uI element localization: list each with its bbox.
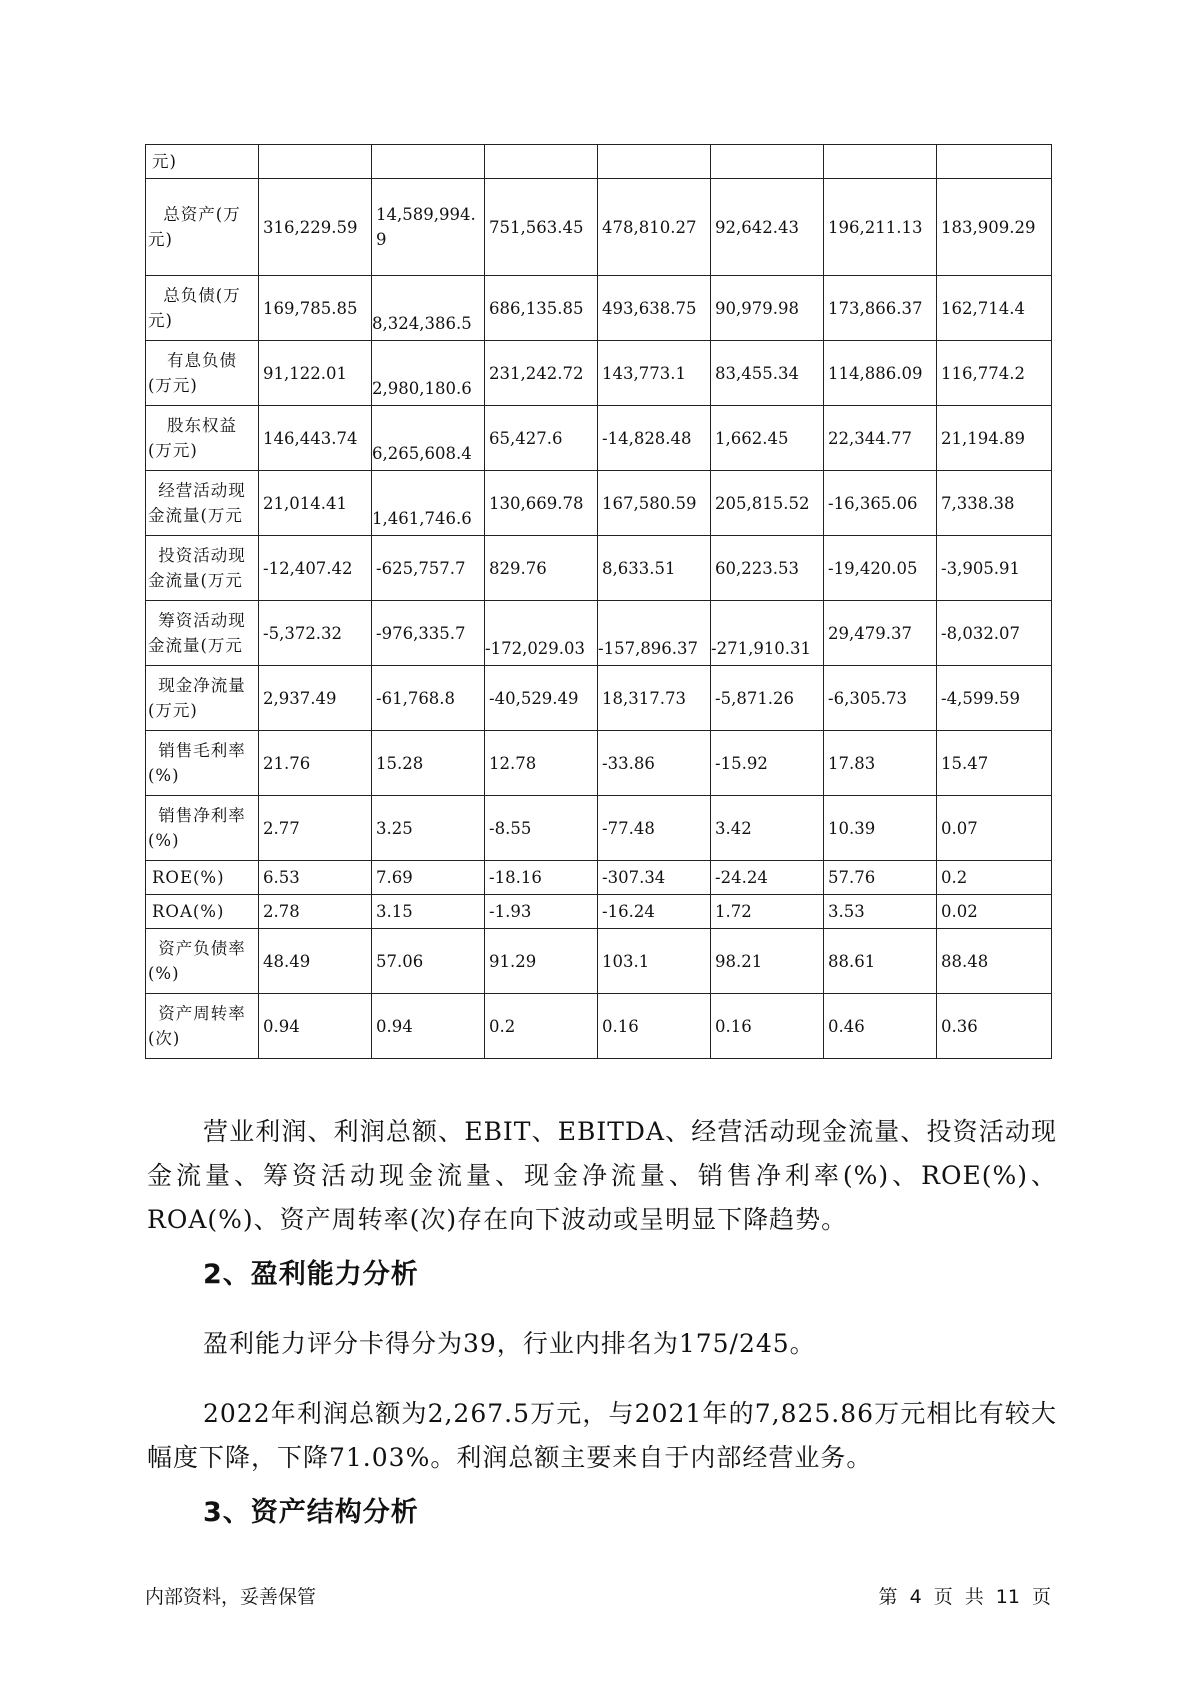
table-cell: -61,768.8 — [372, 666, 485, 731]
table-cell: -40,529.49 — [485, 666, 598, 731]
row-label-line: 销售毛利率 — [158, 741, 246, 760]
table-row — [146, 179, 1052, 276]
table-cell: 12.78 — [485, 731, 598, 796]
table-cell: 169,785.85 — [259, 276, 372, 341]
table-cell: 88.48 — [937, 929, 1052, 994]
table-row — [146, 994, 1052, 1059]
table-cell: 0.2 — [485, 994, 598, 1059]
table-cell: 686,135.85 — [485, 276, 598, 341]
table-cell: -5,871.26 — [711, 666, 824, 731]
table-cell: 162,714.4 — [937, 276, 1052, 341]
table-cell: 83,455.34 — [711, 341, 824, 406]
row-label — [146, 895, 259, 929]
table-cell — [485, 145, 598, 179]
table-row — [146, 895, 1052, 929]
table-cell: -6,305.73 — [824, 666, 937, 731]
row-label-line: 元) — [148, 311, 173, 330]
table-row — [146, 145, 1052, 179]
table-cell: 196,211.13 — [824, 179, 937, 276]
table-cell: 1.72 — [711, 895, 824, 929]
table-cell: 8,324,386.5 — [372, 276, 485, 341]
row-label-line: 股东权益 — [167, 416, 237, 435]
section-heading-profitability: 2、盈利能力分析 — [203, 1259, 419, 1290]
table-cell: -271,910.31 — [711, 601, 824, 666]
row-label — [146, 861, 259, 895]
financial-table — [145, 144, 1052, 1059]
table-cell: 88.61 — [824, 929, 937, 994]
table-cell: 231,242.72 — [485, 341, 598, 406]
table-cell: -19,420.05 — [824, 536, 937, 601]
table-cell: 0.94 — [372, 994, 485, 1059]
table-cell: 8,633.51 — [598, 536, 711, 601]
table-cell: -12,407.42 — [259, 536, 372, 601]
table-cell — [711, 145, 824, 179]
table-cell: 493,638.75 — [598, 276, 711, 341]
table-row — [146, 731, 1052, 796]
table-cell: 829.76 — [485, 536, 598, 601]
table-row — [146, 861, 1052, 895]
row-label-line: (万元) — [148, 441, 198, 460]
table-cell: 0.02 — [937, 895, 1052, 929]
row-label-line: 元) — [152, 152, 177, 171]
row-label-line: 元) — [148, 230, 173, 249]
table-cell: 21,194.89 — [937, 406, 1052, 471]
table-cell: 48.49 — [259, 929, 372, 994]
row-label-line: 总负债(万 — [163, 286, 241, 305]
table-cell: 0.94 — [259, 994, 372, 1059]
row-label-line: 现金净流量 — [158, 676, 246, 695]
table-cell: -976,335.7 — [372, 601, 485, 666]
row-label — [146, 471, 259, 536]
row-label-line: 资产负债率 — [158, 939, 246, 958]
table-cell: 6.53 — [259, 861, 372, 895]
table-cell: -157,896.37 — [598, 601, 711, 666]
table-cell: 57.76 — [824, 861, 937, 895]
table-body — [146, 145, 1052, 1059]
row-label-line: (%) — [148, 831, 180, 850]
row-label-line: (%) — [148, 766, 180, 785]
row-label — [146, 929, 259, 994]
row-label-line: 金流量(万元 — [148, 636, 243, 655]
table-cell: 183,909.29 — [937, 179, 1052, 276]
table-cell: 751,563.45 — [485, 179, 598, 276]
table-cell — [598, 145, 711, 179]
row-label-line: (万元) — [148, 701, 198, 720]
table-row — [146, 276, 1052, 341]
row-label — [146, 406, 259, 471]
table-cell: -5,372.32 — [259, 601, 372, 666]
row-label — [146, 536, 259, 601]
row-label-line: 经营活动现 — [158, 481, 246, 500]
row-label — [146, 796, 259, 861]
table-cell: 0.46 — [824, 994, 937, 1059]
table-cell: 90,979.98 — [711, 276, 824, 341]
table-cell: -16,365.06 — [824, 471, 937, 536]
row-label-line: (万元) — [148, 376, 198, 395]
table-cell: 478,810.27 — [598, 179, 711, 276]
table-cell: -8,032.07 — [937, 601, 1052, 666]
table-cell: -18.16 — [485, 861, 598, 895]
table-cell — [937, 145, 1052, 179]
row-label — [146, 994, 259, 1059]
table-cell: 60,223.53 — [711, 536, 824, 601]
table-cell: 15.28 — [372, 731, 485, 796]
table-cell: -172,029.03 — [485, 601, 598, 666]
table-cell: 1,662.45 — [711, 406, 824, 471]
table-cell: 0.16 — [711, 994, 824, 1059]
table-cell: 146,443.74 — [259, 406, 372, 471]
table-cell: 0.36 — [937, 994, 1052, 1059]
table-cell — [824, 145, 937, 179]
table-cell: 10.39 — [824, 796, 937, 861]
table-cell: -1.93 — [485, 895, 598, 929]
table-row — [146, 536, 1052, 601]
table-cell: 143,773.1 — [598, 341, 711, 406]
table-cell — [372, 145, 485, 179]
row-label-line: (%) — [148, 964, 180, 983]
table-cell: 21,014.41 — [259, 471, 372, 536]
table-row — [146, 929, 1052, 994]
row-label-line: 资产周转率 — [158, 1004, 246, 1023]
row-label-line: (次) — [148, 1029, 181, 1048]
table-cell: 316,229.59 — [259, 179, 372, 276]
profitability-score-paragraph: 盈利能力评分卡得分为39，行业内排名为175/245。 — [203, 1329, 816, 1358]
row-label-line: 投资活动现 — [158, 546, 246, 565]
table-cell: 205,815.52 — [711, 471, 824, 536]
table-cell: 0.16 — [598, 994, 711, 1059]
row-label-line: 金流量(万元 — [148, 571, 243, 590]
row-label-line: ROE(%) — [152, 868, 225, 887]
row-label-line: 销售净利率 — [158, 806, 246, 825]
table-cell: -77.48 — [598, 796, 711, 861]
footer-page-number: 第 4 页 共 11 页 — [878, 1586, 1051, 1608]
table-cell: 7,338.38 — [937, 471, 1052, 536]
row-label-line: 筹资活动现 — [158, 611, 246, 630]
table-cell: -4,599.59 — [937, 666, 1052, 731]
table-cell: 2,937.49 — [259, 666, 372, 731]
table-cell: 91.29 — [485, 929, 598, 994]
table-row — [146, 341, 1052, 406]
table-cell — [259, 145, 372, 179]
table-cell: 103.1 — [598, 929, 711, 994]
row-label — [146, 276, 259, 341]
table-cell: 0.07 — [937, 796, 1052, 861]
table-cell: 2,980,180.6 — [372, 341, 485, 406]
table-cell: 173,866.37 — [824, 276, 937, 341]
table-cell: 29,479.37 — [824, 601, 937, 666]
table-cell: 18,317.73 — [598, 666, 711, 731]
row-label — [146, 179, 259, 276]
table-cell: 3.53 — [824, 895, 937, 929]
table-cell: 130,669.78 — [485, 471, 598, 536]
summary-paragraph: 营业利润、利润总额、EBIT、EBITDA、经营活动现金流量、投资活动现金流量、筹资活动现金流量、现金净流量、销售净利率(%)、ROE(%)、ROA(%)、资产周转率(次)存在向下波动或呈明显下降趋势。 — [147, 1117, 1057, 1234]
row-label — [146, 601, 259, 666]
row-label-line: 有息负债 — [167, 351, 237, 370]
table-cell: 2.77 — [259, 796, 372, 861]
table-cell: 1,461,746.6 — [372, 471, 485, 536]
table-cell: 7.69 — [372, 861, 485, 895]
table-cell: -8.55 — [485, 796, 598, 861]
table-cell: 22,344.77 — [824, 406, 937, 471]
row-label-line: 总资产(万 — [163, 205, 241, 224]
table-cell: -3,905.91 — [937, 536, 1052, 601]
table-cell: 3.15 — [372, 895, 485, 929]
row-label-line: ROA(%) — [152, 902, 225, 921]
table-cell: 6,265,608.4 — [372, 406, 485, 471]
table-cell: 21.76 — [259, 731, 372, 796]
table-cell: 98.21 — [711, 929, 824, 994]
table-cell: 2.78 — [259, 895, 372, 929]
table-cell: -14,828.48 — [598, 406, 711, 471]
table-cell: 91,122.01 — [259, 341, 372, 406]
table-row — [146, 601, 1052, 666]
table-cell: 116,774.2 — [937, 341, 1052, 406]
table-cell: 14,589,994.9 — [372, 179, 485, 276]
table-cell: 3.42 — [711, 796, 824, 861]
table-cell: 114,886.09 — [824, 341, 937, 406]
section-heading-asset-structure: 3、资产结构分析 — [203, 1497, 419, 1528]
table-cell: 0.2 — [937, 861, 1052, 895]
table-row — [146, 796, 1052, 861]
table-row — [146, 666, 1052, 731]
table-cell: -15.92 — [711, 731, 824, 796]
table-cell: 57.06 — [372, 929, 485, 994]
row-label — [146, 731, 259, 796]
table-row — [146, 406, 1052, 471]
table-cell: -625,757.7 — [372, 536, 485, 601]
row-label — [146, 341, 259, 406]
table-cell: -307.34 — [598, 861, 711, 895]
table-cell: 15.47 — [937, 731, 1052, 796]
table-cell: 92,642.43 — [711, 179, 824, 276]
table-cell: 3.25 — [372, 796, 485, 861]
table-cell: -16.24 — [598, 895, 711, 929]
row-label — [146, 145, 259, 179]
table-cell: 167,580.59 — [598, 471, 711, 536]
table-cell: 65,427.6 — [485, 406, 598, 471]
table-cell: 17.83 — [824, 731, 937, 796]
row-label — [146, 666, 259, 731]
table-cell: -24.24 — [711, 861, 824, 895]
table-row — [146, 471, 1052, 536]
row-label-line: 金流量(万元 — [148, 506, 243, 525]
footer-confidential: 内部资料，妥善保管 — [145, 1586, 317, 1608]
profit-total-paragraph: 2022年利润总额为2,267.5万元，与2021年的7,825.86万元相比有较大幅度下降，下降71.03%。利润总额主要来自于内部经营业务。 — [147, 1399, 1057, 1472]
table-cell: -33.86 — [598, 731, 711, 796]
